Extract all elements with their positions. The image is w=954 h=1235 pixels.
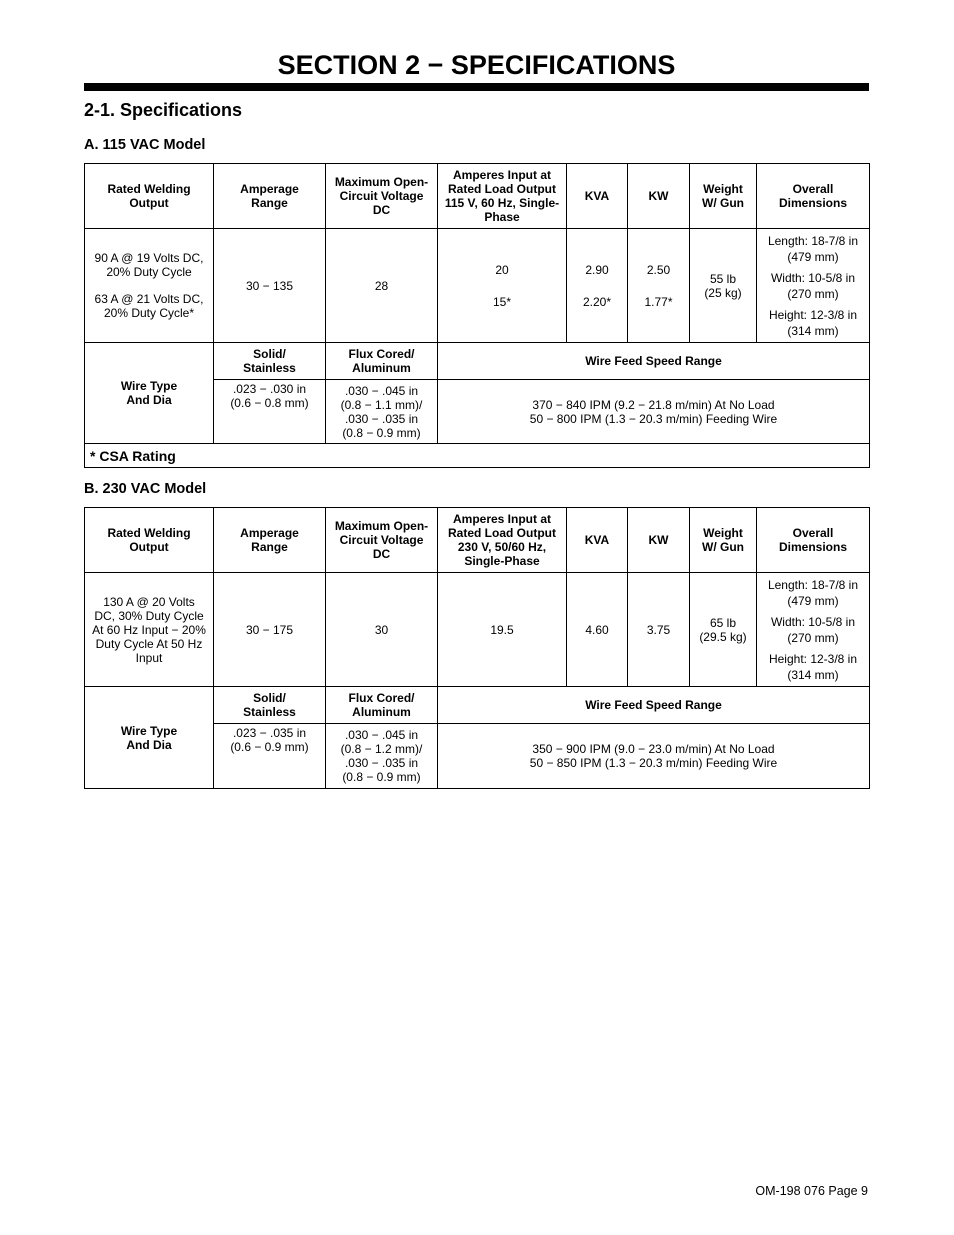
wire-speed-cell: 350 − 900 IPM (9.0 − 23.0 m/min) At No Load 50 − 850 IPM (1.3 − 20.3 m/min) Feeding Wire (438, 724, 870, 789)
csa-footnote: * CSA Rating (85, 444, 870, 468)
wire-flux-header: Flux Cored/ Aluminum (326, 343, 438, 380)
weight-cell: 65 lb (29.5 kg) (690, 573, 757, 687)
header-ocv: Maximum Open- Circuit Voltage DC (326, 508, 438, 573)
model-a-heading: A. 115 VAC Model (84, 137, 206, 153)
rated-output-cell: 90 A @ 19 Volts DC, 20% Duty Cycle 63 A @ 21 Volts DC, 20% Duty Cycle* (85, 229, 214, 343)
wire-speed-cell: 370 − 840 IPM (9.2 − 21.8 m/min) At No Load 50 − 800 IPM (1.3 − 20.3 m/min) Feeding Wire (438, 380, 870, 444)
spec-table-115vac (84, 163, 870, 468)
kva-cell: 4.60 (567, 573, 628, 687)
kw-cell: 3.75 (628, 573, 690, 687)
wire-header-row (85, 343, 870, 380)
page-footer: OM-198 076 Page 9 (755, 1184, 868, 1198)
amperage-range-cell: 30 − 175 (214, 573, 326, 687)
dimensions-cell: Length: 18-7/8 in (479 mm) Width: 10-5/8 in (270 mm) Height: 12-3/8 in (314 mm) (757, 229, 870, 343)
footnote-row (85, 444, 870, 468)
title-rule (84, 83, 869, 91)
header-kw: KW (628, 164, 690, 229)
amperes-input-cell: 19.5 (438, 573, 567, 687)
spec-table-230vac (84, 507, 870, 789)
data-row (85, 229, 870, 343)
ocv-cell: 30 (326, 573, 438, 687)
header-amperes-input: Amperes Input at Rated Load Output 115 V, 60 Hz, Single- Phase (438, 164, 567, 229)
amperes-input-cell: 20 15* (438, 229, 567, 343)
section-heading: 2-1. Specifications (84, 100, 243, 120)
header-weight: Weight W/ Gun (690, 508, 757, 573)
header-row (85, 164, 870, 229)
wire-flux-cell: .030 − .045 in (0.8 − 1.1 mm)/ .030 − .035 in (0.8 − 0.9 mm) (326, 380, 438, 444)
header-kw: KW (628, 508, 690, 573)
amperage-range-cell: 30 − 135 (214, 229, 326, 343)
wire-header-row (85, 687, 870, 724)
ocv-cell: 28 (326, 229, 438, 343)
page-title: SECTION 2 − SPECIFICATIONS (277, 50, 676, 80)
wire-speed-header: Wire Feed Speed Range (438, 687, 870, 724)
header-rated-output: Rated Welding Output (85, 164, 214, 229)
wire-flux-cell: .030 − .045 in (0.8 − 1.2 mm)/ .030 − .035 in (0.8 − 0.9 mm) (326, 724, 438, 789)
wire-solid-cell: .023 − .035 in (0.6 − 0.9 mm) (214, 724, 326, 789)
wire-solid-cell: .023 − .030 in (0.6 − 0.8 mm) (214, 380, 326, 444)
wire-type-label: Wire Type And Dia (85, 343, 214, 444)
rated-output-cell: 130 A @ 20 Volts DC, 30% Duty Cycle At 60 Hz Input − 20% Duty Cycle At 50 Hz Input (85, 573, 214, 687)
header-weight: Weight W/ Gun (690, 164, 757, 229)
model-b-heading: B. 230 VAC Model (84, 481, 207, 497)
header-amperes-input: Amperes Input at Rated Load Output 230 V, 50/60 Hz, Single-Phase (438, 508, 567, 573)
header-amperage-range: Amperage Range (214, 164, 326, 229)
header-amperage-range: Amperage Range (214, 508, 326, 573)
kw-cell: 2.50 1.77* (628, 229, 690, 343)
data-row (85, 573, 870, 687)
kva-cell: 2.90 2.20* (567, 229, 628, 343)
header-dimensions: Overall Dimensions (757, 164, 870, 229)
wire-speed-header: Wire Feed Speed Range (438, 343, 870, 380)
header-row (85, 508, 870, 573)
header-rated-output: Rated Welding Output (85, 508, 214, 573)
header-dimensions: Overall Dimensions (757, 508, 870, 573)
header-kva: KVA (567, 508, 628, 573)
wire-flux-header: Flux Cored/ Aluminum (326, 687, 438, 724)
wire-solid-header: Solid/ Stainless (214, 343, 326, 380)
header-kva: KVA (567, 164, 628, 229)
dimensions-cell: Length: 18-7/8 in (479 mm) Width: 10-5/8 in (270 mm) Height: 12-3/8 in (314 mm) (757, 573, 870, 687)
wire-solid-header: Solid/ Stainless (214, 687, 326, 724)
header-ocv: Maximum Open- Circuit Voltage DC (326, 164, 438, 229)
wire-type-label: Wire Type And Dia (85, 687, 214, 789)
weight-cell: 55 lb (25 kg) (690, 229, 757, 343)
